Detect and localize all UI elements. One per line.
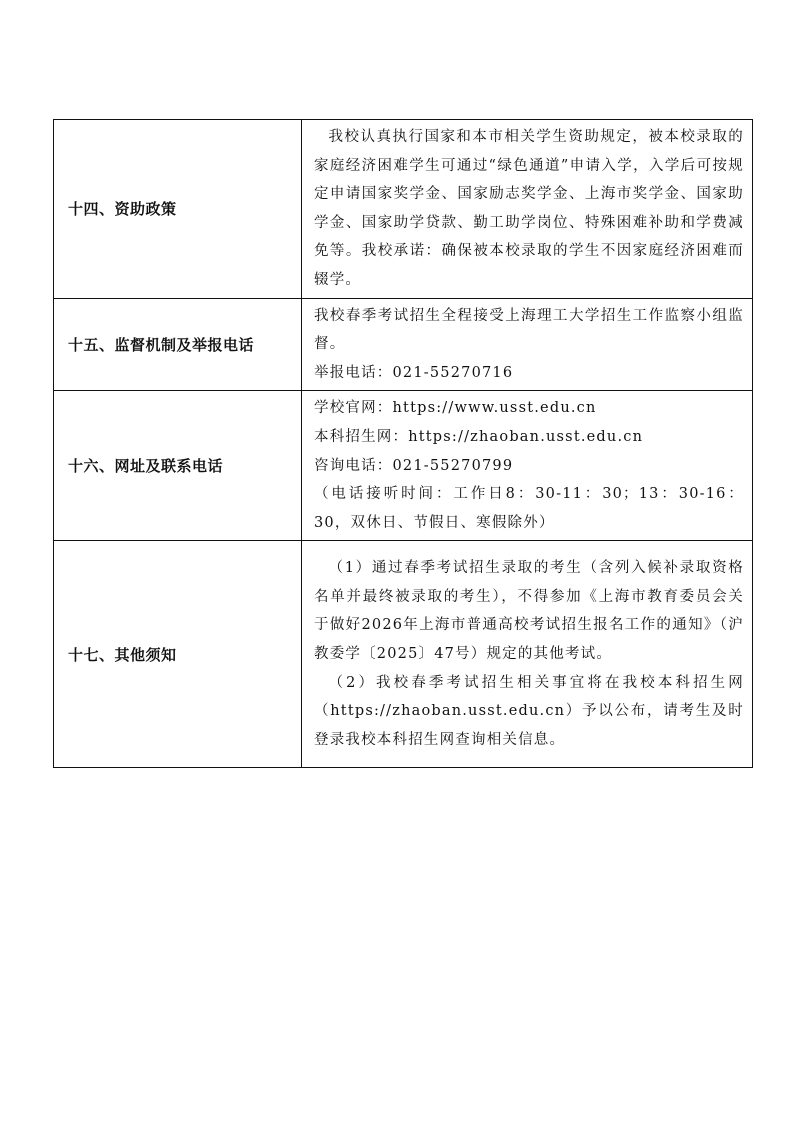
school-website: 学校官网：https://www.usst.edu.cn xyxy=(314,400,597,417)
inquiry-phone: 咨询电话：021-55270799 xyxy=(314,457,514,474)
row-label: 十五、监督机制及举报电话 xyxy=(54,298,302,391)
row-content xyxy=(302,391,753,541)
phone-hours: （电话接听时间：工作日8：30-11：30；13：30-16：30，双休日、节假日、寒假除外） xyxy=(314,486,744,531)
row-label: 十七、其他须知 xyxy=(54,541,302,768)
row-content xyxy=(302,541,753,768)
paragraph: （2）我校春季考试招生相关事宜将在我校本科招生网（https://zhaoban.usst.edu.cn）予以公布，请考生及时登录我校本科招生网查询相关信息。 xyxy=(314,674,744,748)
table-row-financial-aid xyxy=(54,120,753,299)
paragraph: 我校春季考试招生全程接受上海理工大学招生工作监察小组监督。 xyxy=(314,307,744,353)
row-label: 十四、资助政策 xyxy=(54,120,302,299)
table-row-contact xyxy=(54,391,753,541)
admission-website: 本科招生网：https://zhaoban.usst.edu.cn xyxy=(314,428,644,445)
report-phone: 举报电话：021-55270716 xyxy=(314,364,514,381)
admission-info-table xyxy=(53,119,753,768)
row-content xyxy=(302,298,753,391)
paragraph: 我校认真执行国家和本市相关学生资助规定，被本校录取的家庭经济困难学生可通过“绿色通道”申请入学，入学后可按规定申请国家奖学金、国家励志奖学金、上海市奖学金、国家助学金、国家助学贷款、勤工助学岗位、特殊困难补助和学费减免等。我校承诺：确保被本校录取的学生不因家庭经济困难而辍学。 xyxy=(314,129,744,288)
row-content xyxy=(302,120,753,299)
table-row-other-notes xyxy=(54,541,753,768)
row-label: 十六、网址及联系电话 xyxy=(54,391,302,541)
paragraph: （1）通过春季考试招生录取的考生（含列入候补录取资格名单并最终被录取的考生），不得参加《上海市教育委员会关于做好2026年上海市普通高校考试招生报名工作的通知》（沪教委学〔2025〕47号）规定的其他考试。 xyxy=(314,560,744,663)
table-row-supervision xyxy=(54,298,753,391)
